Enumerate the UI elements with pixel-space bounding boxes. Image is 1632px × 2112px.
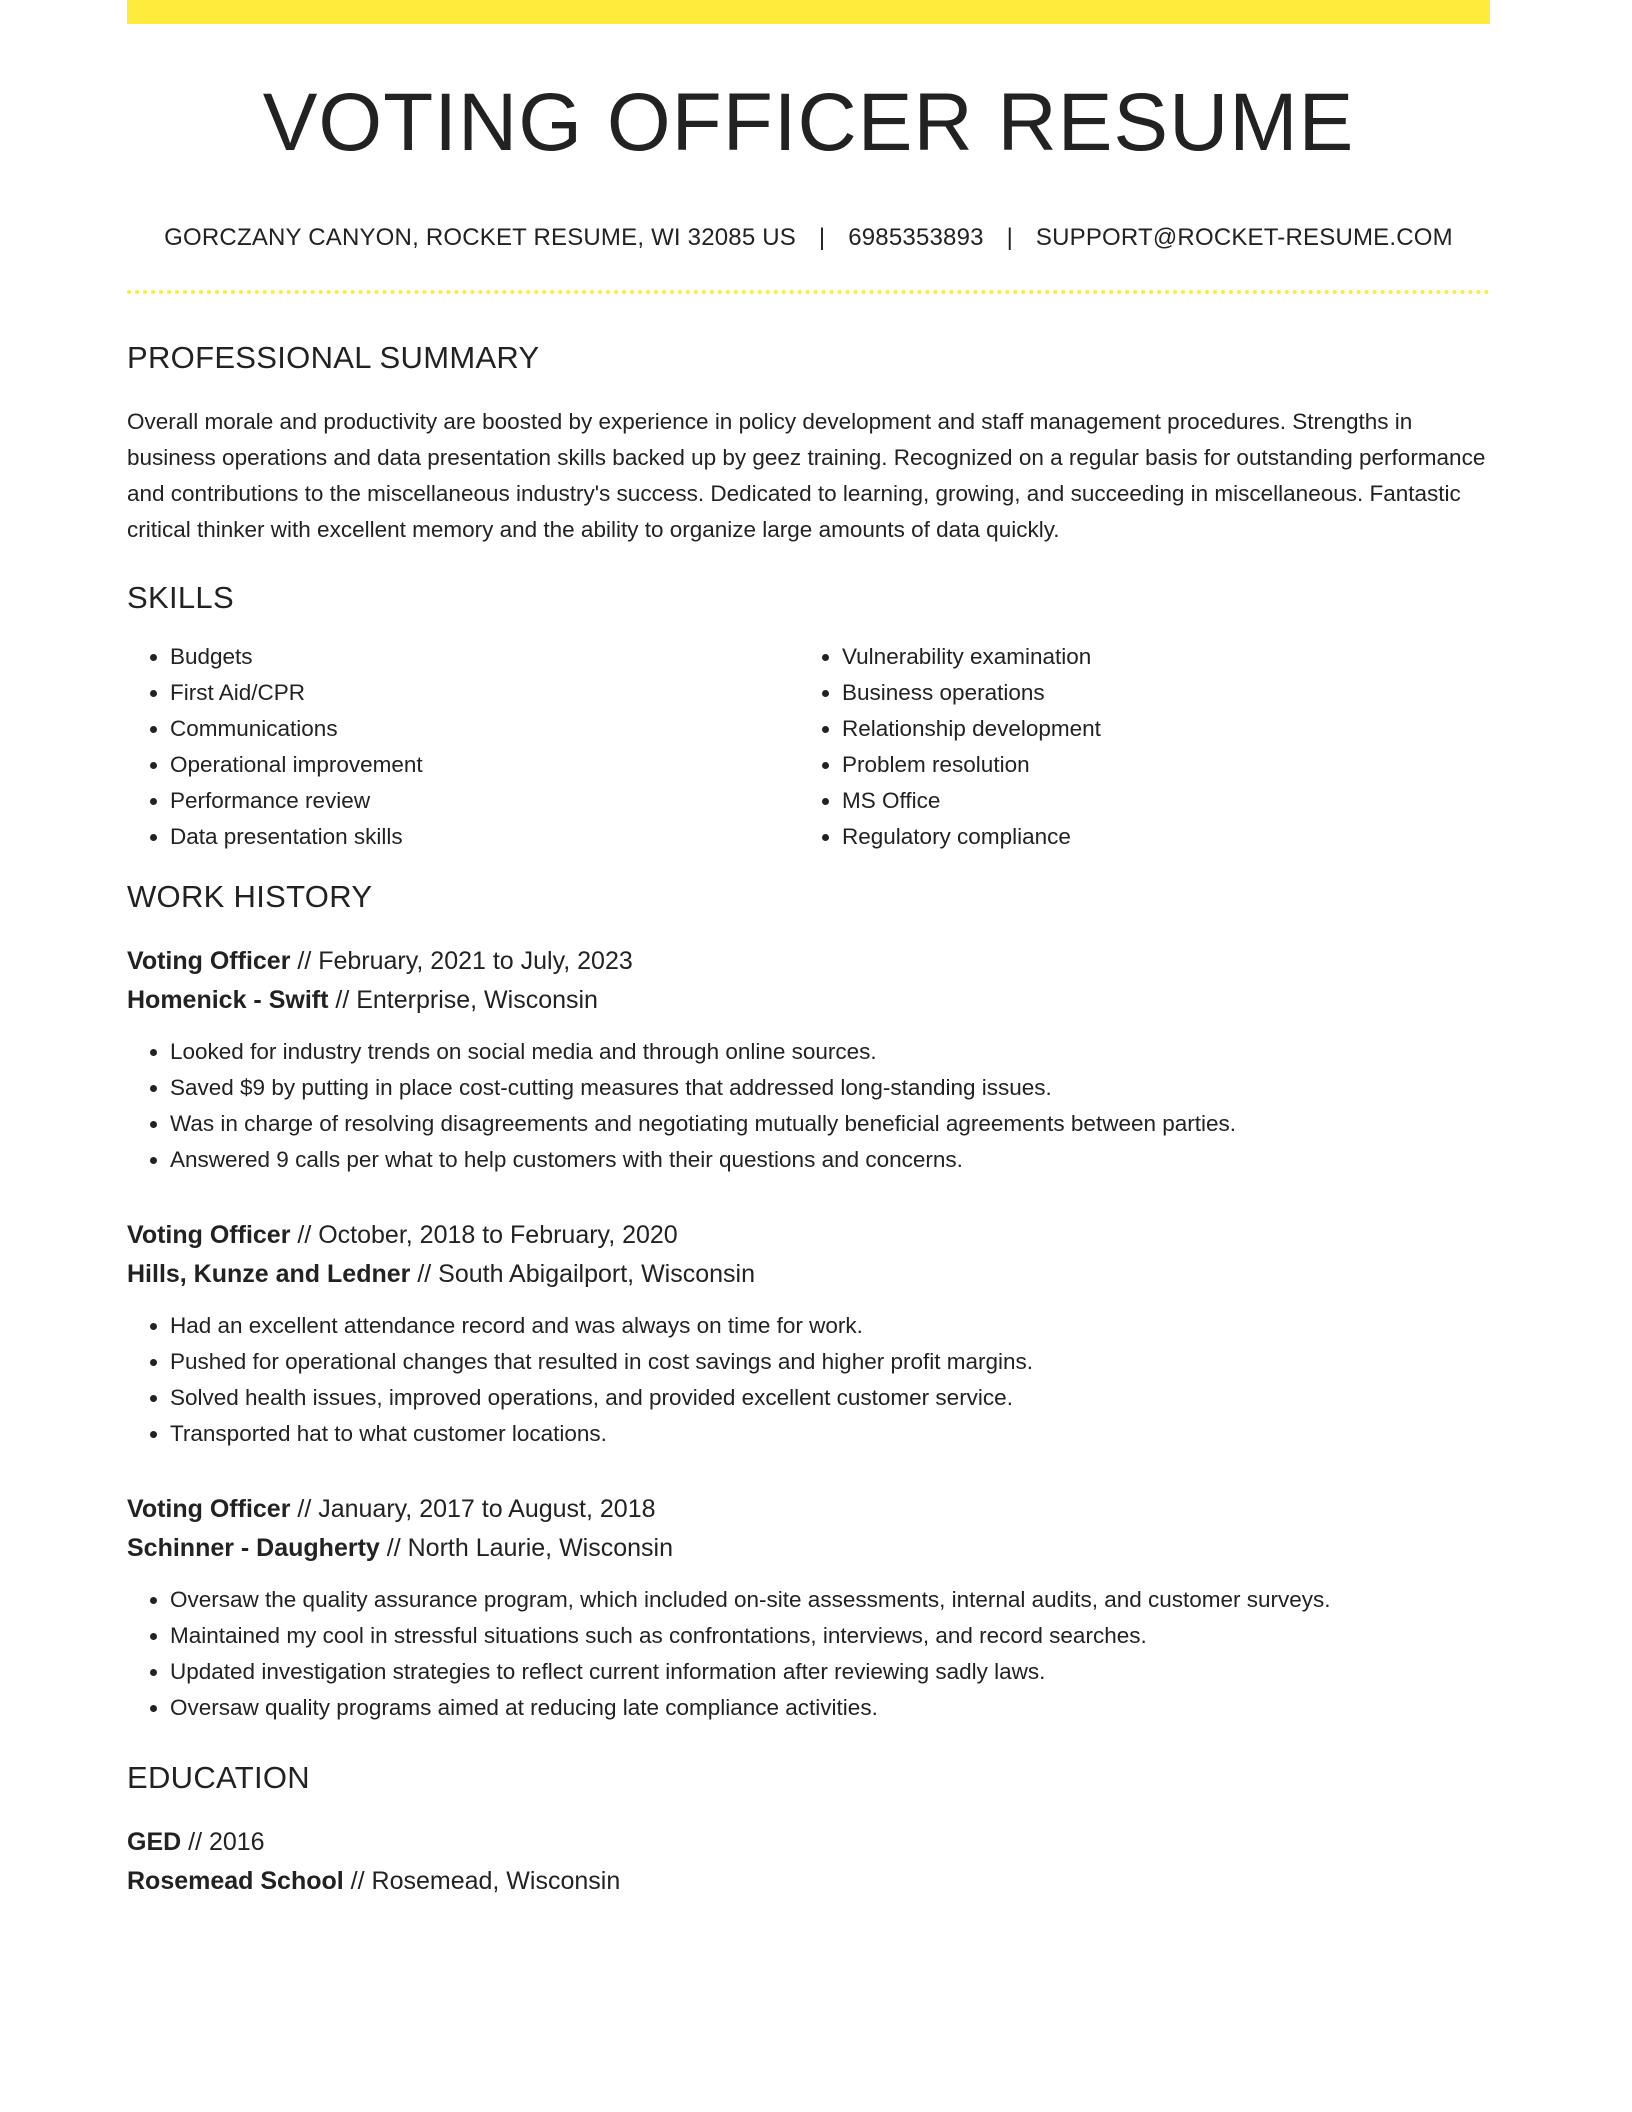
skill-item: • MS Office bbox=[842, 783, 1471, 819]
education-degree-line bbox=[127, 1823, 1490, 1862]
job-bullets bbox=[127, 1034, 1490, 1178]
education-school: Rosemead School bbox=[127, 1867, 344, 1895]
summary-heading: PROFESSIONAL SUMMARY bbox=[127, 340, 540, 375]
education-heading: EDUCATION bbox=[127, 1760, 310, 1795]
job-location: // North Laurie, Wisconsin bbox=[379, 1534, 673, 1562]
contact-line bbox=[127, 226, 1490, 250]
job-company-line bbox=[127, 981, 1490, 1020]
skill-item: • Regulatory compliance bbox=[842, 819, 1471, 855]
job-title: Voting Officer bbox=[127, 1221, 291, 1249]
skill-item: • Budgets bbox=[170, 639, 799, 675]
job-bullet: • Solved health issues, improved operations, and provided excellent customer service. bbox=[170, 1380, 1490, 1416]
job-entry bbox=[127, 1490, 1490, 1726]
contact-phone: 6985353893 bbox=[848, 224, 984, 251]
skill-item: • Relationship development bbox=[842, 711, 1471, 747]
job-location: // South Abigailport, Wisconsin bbox=[410, 1260, 755, 1288]
dotted-divider bbox=[127, 290, 1490, 294]
work-history-heading: WORK HISTORY bbox=[127, 879, 373, 914]
skills-section bbox=[127, 582, 1490, 855]
resume-page bbox=[127, 0, 1490, 1901]
job-bullets bbox=[127, 1308, 1490, 1452]
job-bullet: • Oversaw quality programs aimed at reducing late compliance activities. bbox=[170, 1690, 1490, 1726]
skill-item: • Communications bbox=[170, 711, 799, 747]
job-dates: // February, 2021 to July, 2023 bbox=[290, 947, 633, 975]
job-bullet: • Pushed for operational changes that resulted in cost savings and higher profit margins. bbox=[170, 1344, 1490, 1380]
job-dates: // January, 2017 to August, 2018 bbox=[290, 1495, 656, 1523]
job-title: Voting Officer bbox=[127, 947, 291, 975]
skill-item: • Business operations bbox=[842, 675, 1471, 711]
contact-separator: | bbox=[1006, 224, 1013, 251]
education-section bbox=[127, 1762, 1490, 1901]
job-bullet: • Had an excellent attendance record and was always on time for work. bbox=[170, 1308, 1490, 1344]
job-dates: // October, 2018 to February, 2020 bbox=[290, 1221, 678, 1249]
job-bullet: • Answered 9 calls per what to help customers with their questions and concerns. bbox=[170, 1142, 1490, 1178]
job-bullet: • Looked for industry trends on social media and through online sources. bbox=[170, 1034, 1490, 1070]
job-company-line bbox=[127, 1255, 1490, 1294]
job-company: Hills, Kunze and Ledner bbox=[127, 1260, 411, 1288]
contact-email: SUPPORT@ROCKET-RESUME.COM bbox=[1035, 224, 1453, 251]
skill-item: • Problem resolution bbox=[842, 747, 1471, 783]
job-location: // Enterprise, Wisconsin bbox=[328, 986, 598, 1014]
skills-list-left bbox=[127, 639, 799, 855]
job-company: Homenick - Swift bbox=[127, 986, 329, 1014]
job-entry bbox=[127, 1216, 1490, 1452]
top-accent-bar bbox=[127, 0, 1490, 24]
skill-item: • Data presentation skills bbox=[170, 819, 799, 855]
skills-column-left bbox=[127, 639, 799, 855]
education-year: // 2016 bbox=[181, 1828, 265, 1856]
job-entry bbox=[127, 942, 1490, 1178]
job-bullet: • Updated investigation strategies to reflect current information after reviewing sadly laws. bbox=[170, 1654, 1490, 1690]
contact-address: GORCZANY CANYON, ROCKET RESUME, WI 32085 US bbox=[164, 224, 797, 251]
job-bullet: • Was in charge of resolving disagreements and negotiating mutually beneficial agreements between parties. bbox=[170, 1106, 1490, 1142]
education-degree: GED bbox=[127, 1828, 182, 1856]
skill-item: • First Aid/CPR bbox=[170, 675, 799, 711]
job-title: Voting Officer bbox=[127, 1495, 291, 1523]
resume-title: VOTING OFFICER RESUME bbox=[262, 77, 1355, 168]
education-entry bbox=[127, 1823, 1490, 1901]
job-title-line bbox=[127, 942, 1490, 981]
job-title-line bbox=[127, 1490, 1490, 1529]
job-bullet: • Maintained my cool in stressful situations such as confrontations, interviews, and record searches. bbox=[170, 1618, 1490, 1654]
skills-columns bbox=[127, 639, 1490, 855]
job-company: Schinner - Daugherty bbox=[127, 1534, 380, 1562]
job-bullet: • Saved $9 by putting in place cost-cutting measures that addressed long-standing issues. bbox=[170, 1070, 1490, 1106]
contact-separator: | bbox=[818, 224, 826, 251]
job-company-line bbox=[127, 1529, 1490, 1568]
summary-section bbox=[127, 342, 1490, 548]
skills-column-right bbox=[799, 639, 1471, 855]
summary-text: Overall morale and productivity are boosted by experience in policy development and staff management procedures. Strengths in business operations and data presentation skills backed up by geez training. Recognized on a regular basis for outstanding performance and contributions to the miscellaneous industry's success. Dedicated to learning, growing, and succeeding in miscellaneous. Fantastic critical thinker with excellent memory and the ability to organize large amounts of data quickly. bbox=[127, 409, 1486, 542]
skill-item: • Performance review bbox=[170, 783, 799, 819]
education-location: // Rosemead, Wisconsin bbox=[343, 1867, 621, 1895]
job-bullet: • Oversaw the quality assurance program, which included on-site assessments, internal audits, and customer surveys. bbox=[170, 1582, 1490, 1618]
skills-heading: SKILLS bbox=[127, 580, 234, 615]
job-title-line bbox=[127, 1216, 1490, 1255]
skill-item: • Operational improvement bbox=[170, 747, 799, 783]
job-bullet: • Transported hat to what customer locations. bbox=[170, 1416, 1490, 1452]
job-bullets bbox=[127, 1582, 1490, 1726]
skills-list-right bbox=[799, 639, 1471, 855]
education-school-line bbox=[127, 1862, 1490, 1901]
skill-item: • Vulnerability examination bbox=[842, 639, 1471, 675]
work-history-section bbox=[127, 881, 1490, 1726]
